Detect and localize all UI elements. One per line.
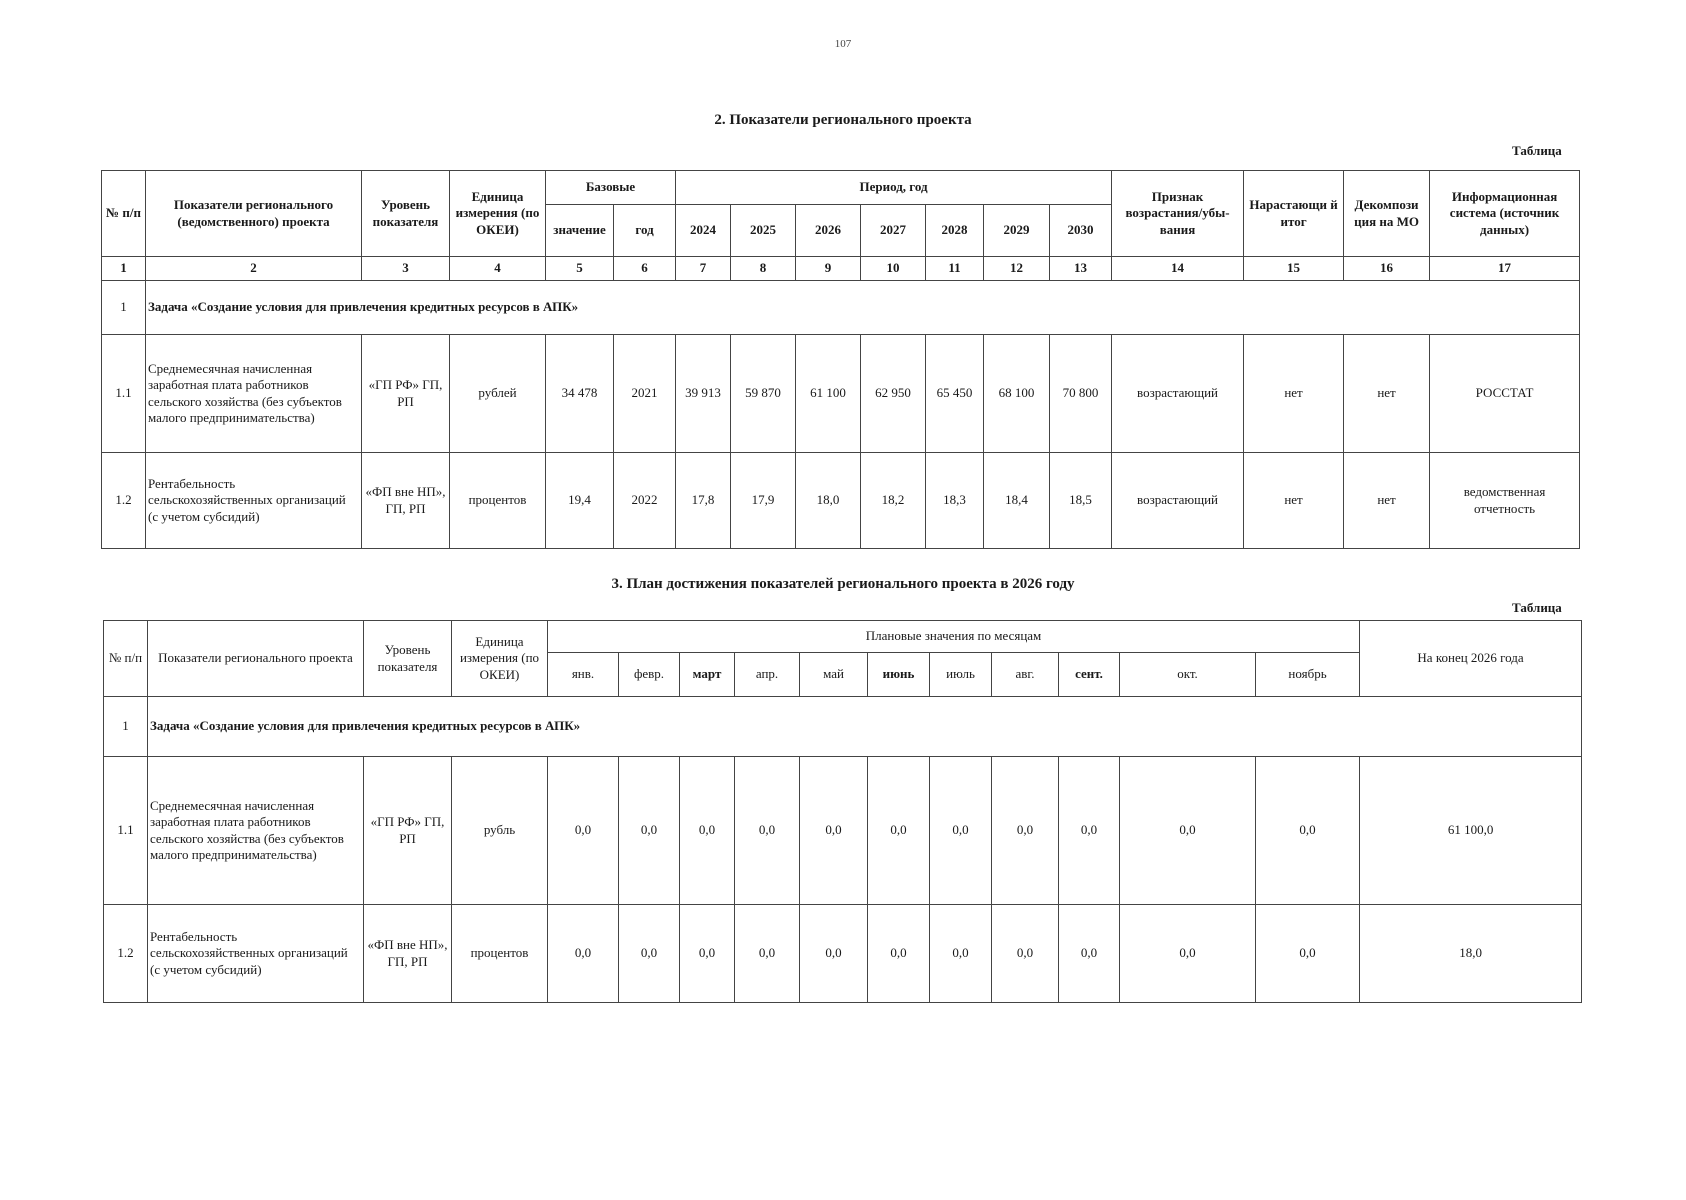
row-year-value: 18,5 (1050, 453, 1112, 549)
row-num: 1.2 (102, 453, 146, 549)
row-cumulative: нет (1244, 453, 1344, 549)
row-unit: процентов (450, 453, 546, 549)
header-info-system: Информационная система (источник данных) (1430, 171, 1580, 257)
monthly-plan-table (103, 620, 1582, 1003)
row-num: 1.2 (104, 905, 148, 1003)
header-month: апр. (735, 653, 800, 697)
page-number: 107 (834, 38, 852, 50)
section-3-title: 3. План достижения показателей регионального проекта в 2026 году (611, 576, 1075, 592)
row-decomposition: нет (1344, 335, 1430, 453)
section-2-table-label: Таблица (1512, 143, 1562, 158)
row-month-value: 0,0 (930, 757, 992, 905)
column-number: 5 (546, 257, 614, 281)
row-year-value: 62 950 (861, 335, 926, 453)
header-year-end: На конец 2026 года (1360, 621, 1582, 697)
column-numbers-row (102, 257, 1580, 281)
row-year-value: 59 870 (731, 335, 796, 453)
row-month-value: 0,0 (1059, 757, 1120, 905)
row-month-value: 0,0 (800, 905, 868, 1003)
row-base-value: 34 478 (546, 335, 614, 453)
column-number: 11 (926, 257, 984, 281)
row-month-value: 0,0 (735, 757, 800, 905)
row-level: «ФП вне НП», ГП, РП (364, 905, 452, 1003)
header-month: май (800, 653, 868, 697)
row-year-value: 68 100 (984, 335, 1050, 453)
header-indicator: Показатели регионального (ведомственного) проекта (146, 171, 362, 257)
task-row (104, 697, 1582, 757)
row-month-value: 0,0 (548, 905, 619, 1003)
row-unit: рублей (450, 335, 546, 453)
header-year: 2027 (861, 205, 926, 257)
row-indicator: Среднемесячная начисленная заработная плата работников сельского хозяйства (без субъектов малого предпринимательства) (148, 757, 364, 905)
row-indicator: Рентабельность сельскохозяйственных организаций (с учетом субсидий) (146, 453, 362, 549)
column-number: 9 (796, 257, 861, 281)
row-year-value: 61 100 (796, 335, 861, 453)
task-text: Задача «Создание условия для привлечения кредитных ресурсов в АПК» (146, 281, 1580, 335)
row-decomposition: нет (1344, 453, 1430, 549)
header-base: Базовые (546, 171, 676, 205)
table-row (104, 905, 1582, 1003)
row-month-value: 0,0 (1059, 905, 1120, 1003)
table-row (104, 757, 1582, 905)
row-year-value: 65 450 (926, 335, 984, 453)
row-month-value: 0,0 (930, 905, 992, 1003)
column-number: 12 (984, 257, 1050, 281)
row-year-value: 18,4 (984, 453, 1050, 549)
header-year: 2026 (796, 205, 861, 257)
column-number: 14 (1112, 257, 1244, 281)
header-period: Период, год (676, 171, 1112, 205)
column-number: 10 (861, 257, 926, 281)
column-number: 16 (1344, 257, 1430, 281)
row-level: «ГП РФ» ГП, РП (364, 757, 452, 905)
row-unit: рубль (452, 757, 548, 905)
row-num: 1.1 (102, 335, 146, 453)
indicators-table (101, 170, 1580, 549)
header-month: февр. (619, 653, 680, 697)
row-num: 1.1 (104, 757, 148, 905)
header-level: Уровень показателя (362, 171, 450, 257)
column-number: 2 (146, 257, 362, 281)
row-year-value: 17,9 (731, 453, 796, 549)
row-sign: возрастающий (1112, 453, 1244, 549)
row-month-value: 0,0 (1120, 905, 1256, 1003)
row-level: «ФП вне НП», ГП, РП (362, 453, 450, 549)
header-year: 2029 (984, 205, 1050, 257)
row-month-value: 0,0 (619, 905, 680, 1003)
column-number: 13 (1050, 257, 1112, 281)
row-month-value: 0,0 (1256, 905, 1360, 1003)
row-year-value: 18,3 (926, 453, 984, 549)
row-indicator: Рентабельность сельскохозяйственных организаций (с учетом субсидий) (148, 905, 364, 1003)
task-row (102, 281, 1580, 335)
column-number: 17 (1430, 257, 1580, 281)
row-month-value: 0,0 (735, 905, 800, 1003)
row-base-year: 2022 (614, 453, 676, 549)
row-month-value: 0,0 (800, 757, 868, 905)
column-number: 3 (362, 257, 450, 281)
row-info-system: РОССТАТ (1430, 335, 1580, 453)
task-num: 1 (102, 281, 146, 335)
row-month-value: 0,0 (868, 905, 930, 1003)
header-year: 2025 (731, 205, 796, 257)
row-year-value: 39 913 (676, 335, 731, 453)
column-number: 1 (102, 257, 146, 281)
header-level: Уровень показателя (364, 621, 452, 697)
header-base-year: год (614, 205, 676, 257)
header-num: № п/п (102, 171, 146, 257)
header-month: июль (930, 653, 992, 697)
header-unit: Единица измерения (по ОКЕИ) (450, 171, 546, 257)
column-number: 6 (614, 257, 676, 281)
row-cumulative: нет (1244, 335, 1344, 453)
row-year-value: 17,8 (676, 453, 731, 549)
header-month: ноябрь (1256, 653, 1360, 697)
row-month-value: 0,0 (868, 757, 930, 905)
row-year-value: 18,2 (861, 453, 926, 549)
row-year-end: 18,0 (1360, 905, 1582, 1003)
header-month: июнь (868, 653, 930, 697)
row-unit: процентов (452, 905, 548, 1003)
row-year-value: 70 800 (1050, 335, 1112, 453)
row-month-value: 0,0 (619, 757, 680, 905)
section-2-title: 2. Показатели регионального проекта (714, 112, 972, 128)
row-indicator: Среднемесячная начисленная заработная плата работников сельского хозяйства (без субъектов малого предпринимательства) (146, 335, 362, 453)
header-monthly: Плановые значения по месяцам (548, 621, 1360, 653)
row-month-value: 0,0 (680, 757, 735, 905)
header-sign: Признак возрастания/убы-вания (1112, 171, 1244, 257)
row-month-value: 0,0 (548, 757, 619, 905)
header-month: окт. (1120, 653, 1256, 697)
table-row (102, 453, 1580, 549)
header-unit: Единица измерения (по ОКЕИ) (452, 621, 548, 697)
section-3-table-label: Таблица (1512, 600, 1562, 615)
header-month: янв. (548, 653, 619, 697)
row-level: «ГП РФ» ГП, РП (362, 335, 450, 453)
header-month: авг. (992, 653, 1059, 697)
header-num: № п/п (104, 621, 148, 697)
task-text: Задача «Создание условия для привлечения кредитных ресурсов в АПК» (148, 697, 1582, 757)
header-year: 2028 (926, 205, 984, 257)
row-month-value: 0,0 (1256, 757, 1360, 905)
task-num: 1 (104, 697, 148, 757)
header-month: сент. (1059, 653, 1120, 697)
header-base-value: значение (546, 205, 614, 257)
row-month-value: 0,0 (680, 905, 735, 1003)
header-decomposition: Декомпози ция на МО (1344, 171, 1430, 257)
row-year-value: 18,0 (796, 453, 861, 549)
column-number: 8 (731, 257, 796, 281)
row-month-value: 0,0 (1120, 757, 1256, 905)
row-year-end: 61 100,0 (1360, 757, 1582, 905)
table-row (102, 335, 1580, 453)
row-info-system: ведомственная отчетность (1430, 453, 1580, 549)
header-cumulative: Нарастающи й итог (1244, 171, 1344, 257)
row-sign: возрастающий (1112, 335, 1244, 453)
header-year: 2024 (676, 205, 731, 257)
row-month-value: 0,0 (992, 757, 1059, 905)
column-number: 4 (450, 257, 546, 281)
row-base-year: 2021 (614, 335, 676, 453)
header-month: март (680, 653, 735, 697)
row-base-value: 19,4 (546, 453, 614, 549)
header-year: 2030 (1050, 205, 1112, 257)
column-number: 7 (676, 257, 731, 281)
header-indicator: Показатели регионального проекта (148, 621, 364, 697)
column-number: 15 (1244, 257, 1344, 281)
row-month-value: 0,0 (992, 905, 1059, 1003)
